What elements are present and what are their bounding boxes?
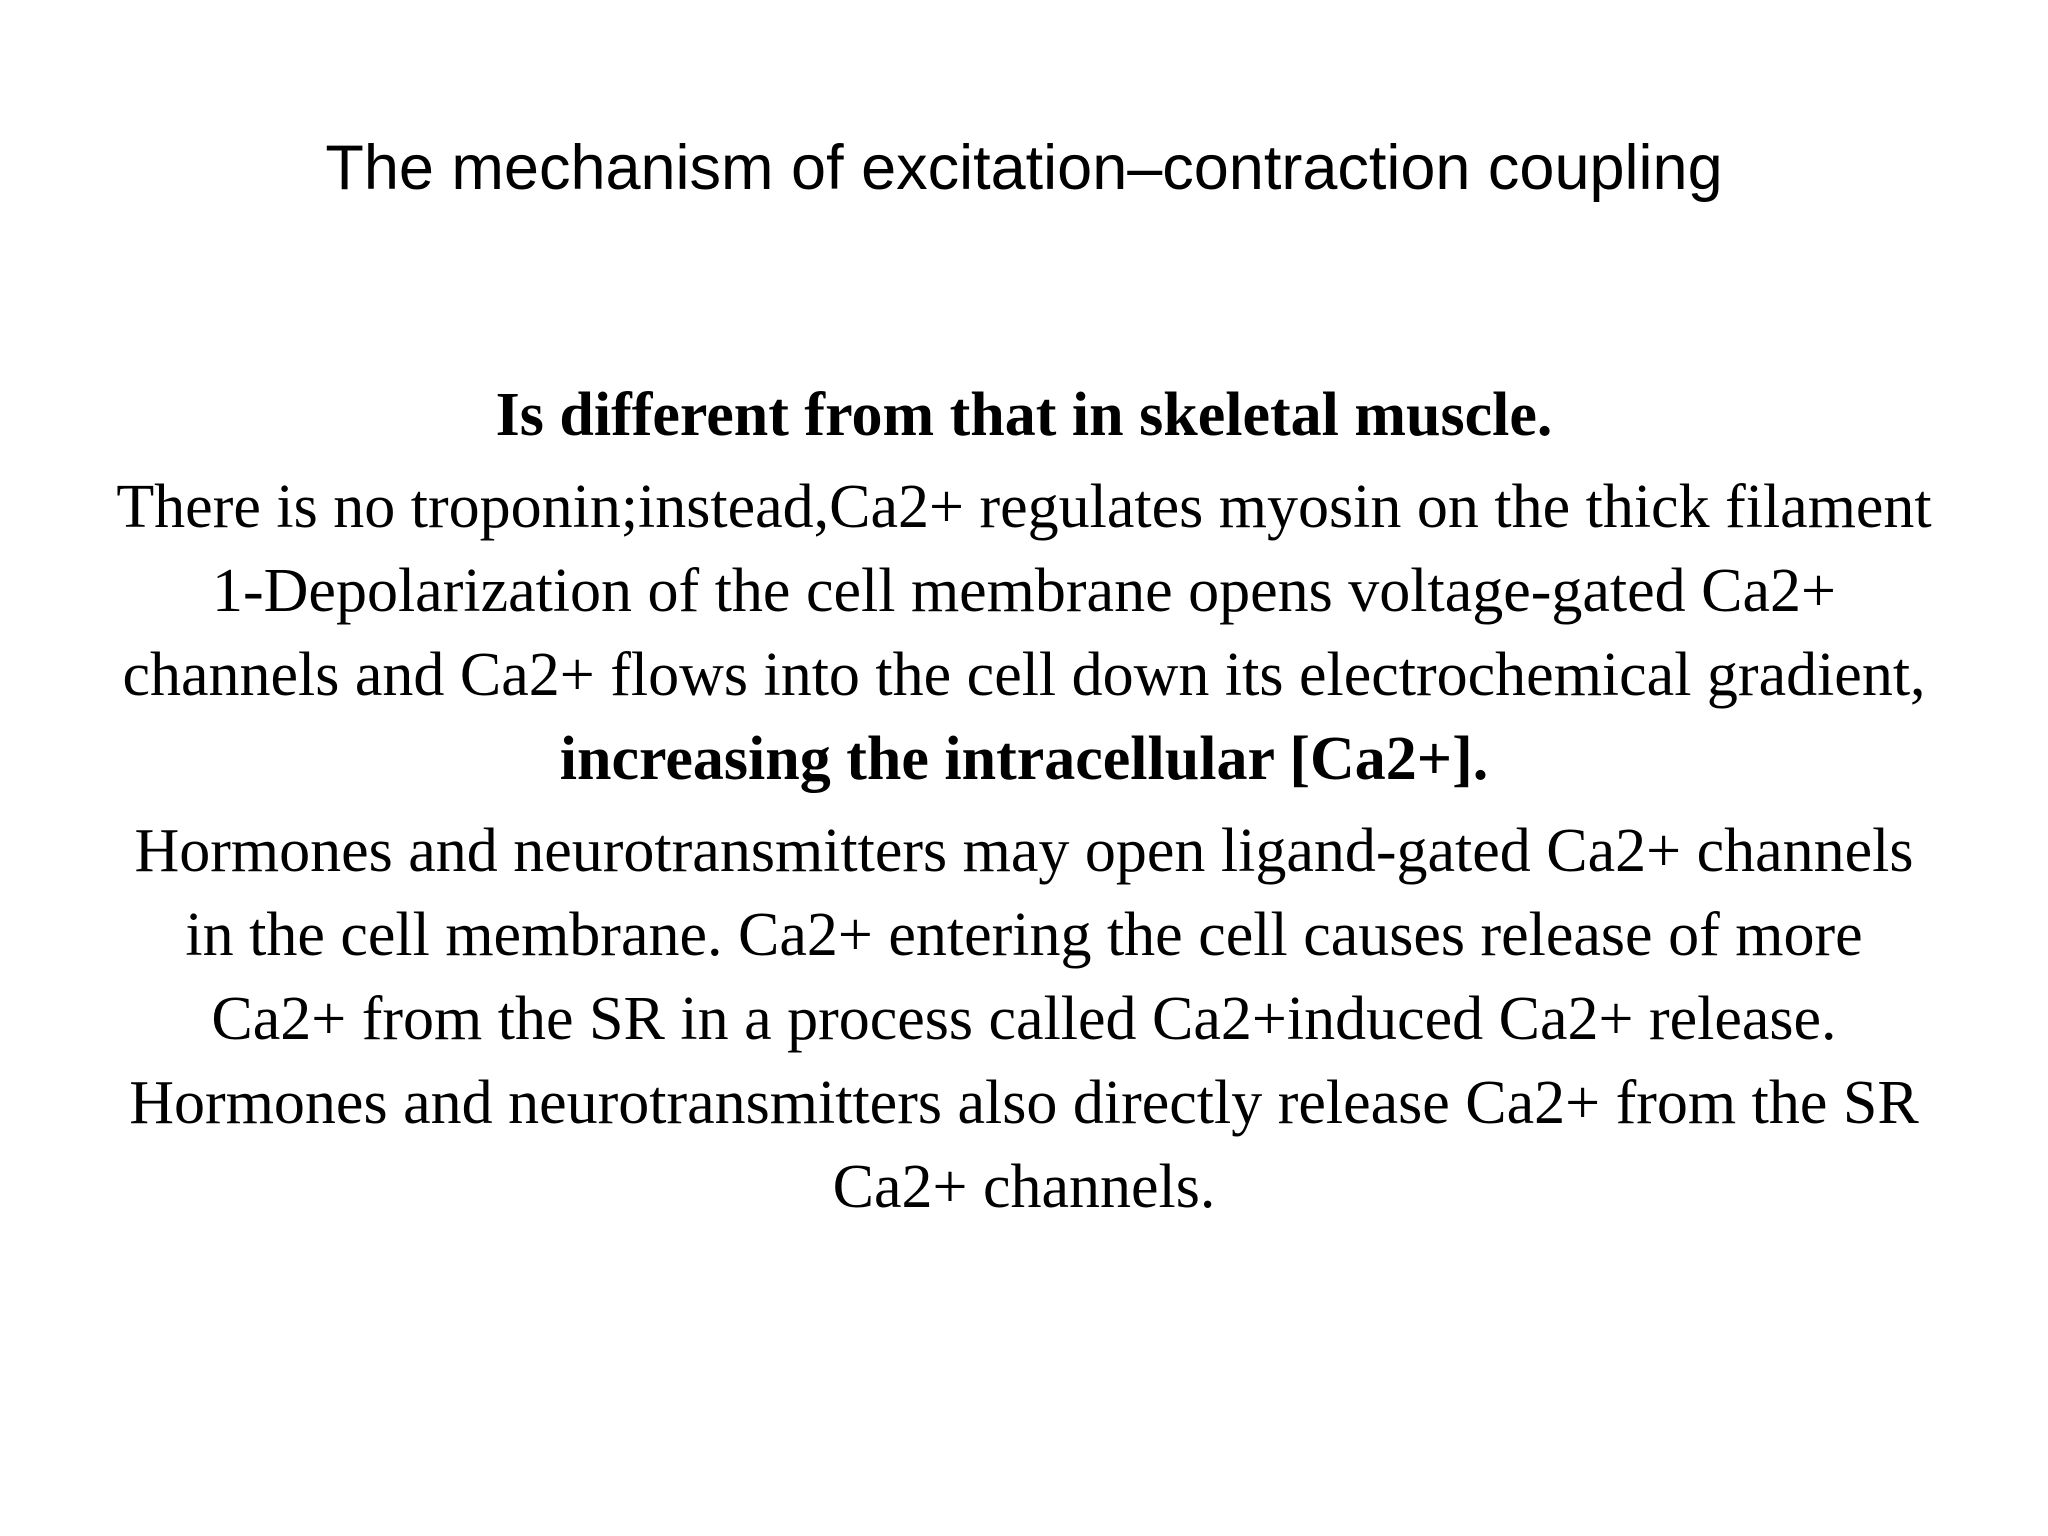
body-line-induced-release: Ca2+ from the SR in a process called Ca2+induced Ca2+ release. [211,985,1837,1053]
body-line-cell-membrane: in the cell membrane. Ca2+ entering the cell causes release of more [185,901,1863,969]
heading-line-skeletal-difference: Is different from that in skeletal muscle. [495,381,1553,449]
body-line-intracellular-increase: increasing the intracellular [Ca2+]. [559,725,1489,793]
slide-title: The mechanism of excitation–contraction coupling [325,133,1723,203]
body-line-sr-channels: Ca2+ channels. [832,1153,1216,1221]
slide-body [0,373,2048,1229]
body-line-direct-release: Hormones and neurotransmitters also directly release Ca2+ from the SR [129,1069,1919,1137]
body-line-depolarization: 1-Depolarization of the cell membrane opens voltage-gated Ca2+ [212,557,1836,625]
body-line-channels-flow: channels and Ca2+ flows into the cell down its electrochemical gradient, [122,641,1926,709]
body-line-hormones-ligand: Hormones and neurotransmitters may open ligand-gated Ca2+ channels [134,817,1914,885]
body-line-troponin: There is no troponin;instead,Ca2+ regulates myosin on the thick filament [116,473,1932,541]
